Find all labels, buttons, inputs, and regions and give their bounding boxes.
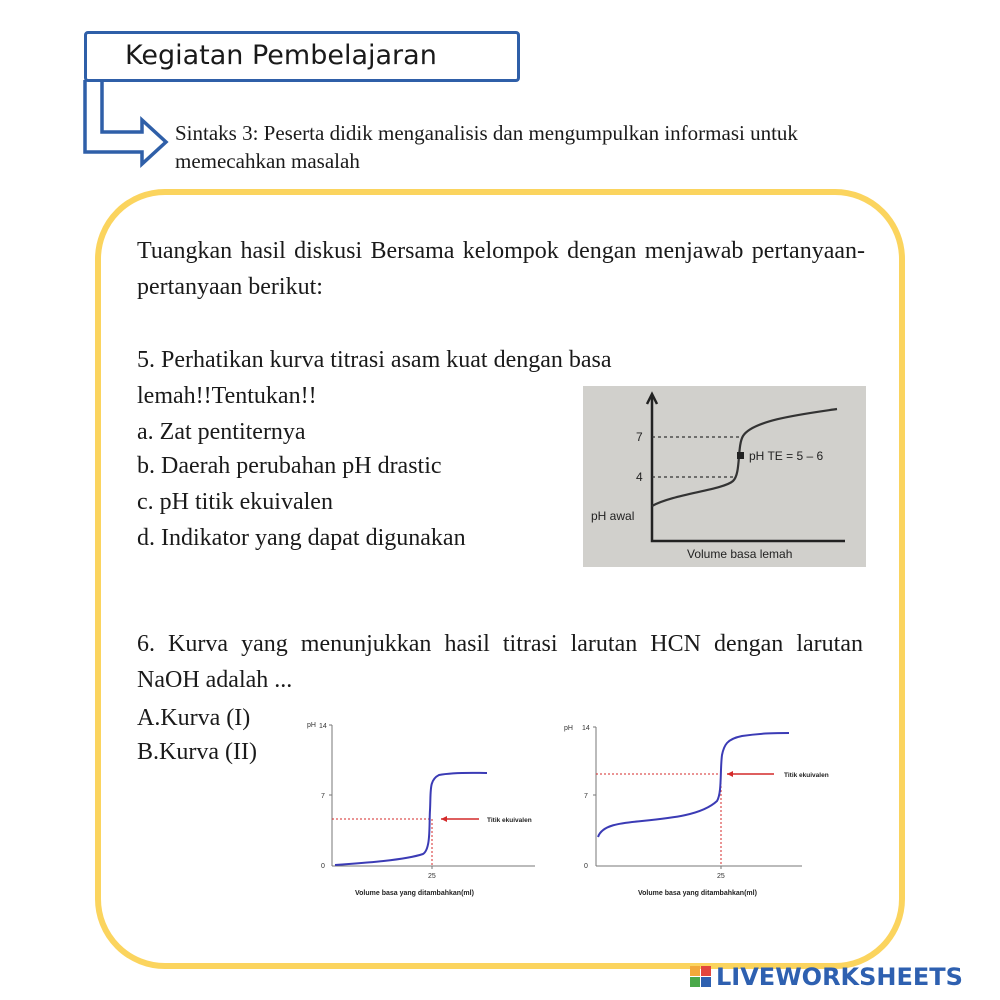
liveworksheets-logo-icon <box>690 966 712 988</box>
photo-ph-start-label: pH awal <box>591 509 635 523</box>
graph2-annotation: Titik ekuivalen <box>784 772 829 779</box>
graph2-xtick-25: 25 <box>717 873 725 880</box>
photo-x-label: Volume basa lemah <box>687 547 793 561</box>
graph1-xtick-25: 25 <box>428 873 436 880</box>
photo-annotation: pH TE = 5 – 6 <box>749 449 824 463</box>
q5-option-a: a. Zat pentiternya <box>137 419 306 445</box>
graph1-xlabel: Volume basa yang ditambahkan(ml) <box>355 890 474 897</box>
graph1-ytick-14: 14 <box>319 723 327 730</box>
graph2-ytick-7: 7 <box>584 793 588 800</box>
graph2-ytick-14: 14 <box>582 725 590 732</box>
brand-name[interactable]: LIVEWORKSHEETS <box>716 963 963 991</box>
graph1-ytick-0: 0 <box>321 863 325 870</box>
graph2-xlabel: Volume basa yang ditambahkan(ml) <box>638 890 757 897</box>
graph2-ytick-0: 0 <box>584 863 588 870</box>
graph2-ylabel: pH <box>564 725 573 732</box>
q6-question: 6. Kurva yang menunjukkan hasil titrasi larutan HCN dengan larutan NaOH adalah ... <box>137 631 863 693</box>
graph-curve-2 <box>562 715 862 900</box>
graph1-ylabel: pH <box>307 722 316 729</box>
q5-option-c: c. pH titik ekuivalen <box>137 489 333 515</box>
q6-answer-a: A.Kurva (I) <box>137 705 251 731</box>
q5-option-d: d. Indikator yang dapat digunakan <box>137 525 466 551</box>
photo-ytick-4: 4 <box>636 470 643 484</box>
q5-question-line2: lemah!!Tentukan!! <box>137 383 317 409</box>
titration-curve-photo <box>583 386 866 567</box>
q6-answer-b: B.Kurva (II) <box>137 739 257 765</box>
q5-option-b: b. Daerah perubahan pH drastic <box>137 453 442 479</box>
q5-question-line1: 5. Perhatikan kurva titrasi asam kuat dengan basa <box>137 347 612 373</box>
graph1-ytick-7: 7 <box>321 793 325 800</box>
page-title: Kegiatan Pembelajaran <box>125 40 437 71</box>
graph-curve-1 <box>305 715 560 900</box>
photo-ytick-7: 7 <box>636 430 643 444</box>
sintaks-text: Sintaks 3: Peserta didik menganalisis dan mengumpulkan informasi untuk memecahkan masalah <box>175 121 798 173</box>
intro-text: Tuangkan hasil diskusi Bersama kelompok dengan menjawab pertanyaan-pertanyaan berikut: <box>137 238 865 300</box>
arrow-right-icon <box>82 80 172 170</box>
graph1-annotation: Titik ekuivalen <box>487 817 532 824</box>
